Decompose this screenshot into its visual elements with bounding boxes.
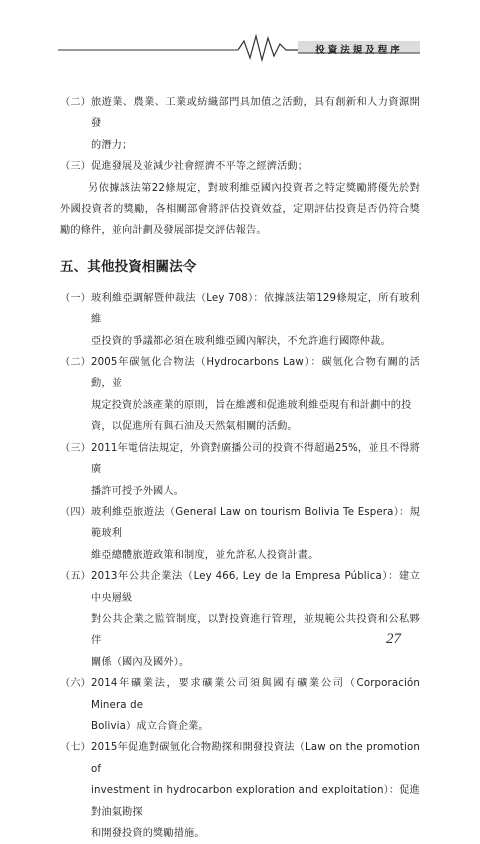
item-number: （一） xyxy=(60,292,92,304)
text-line: 2005年碳氫化合物法（Hydrocarbons Law）：碳氫化合物有關的活動，並 xyxy=(91,357,420,390)
page-header xyxy=(0,0,480,70)
page-number: 27 xyxy=(386,631,401,647)
section-list xyxy=(60,288,420,844)
text-line: 2015年促進對碳氫化合物勘探和開發投資法（Law on the promotion of xyxy=(91,742,420,775)
body-paragraph: 另依據該法第22條規定，對玻利維亞國內投資者之特定獎勵將優先於對外國投資者的獎勵，各相關部會將評估投資效益，定期評估投資是否仍符合獎勵的條件，並向計劃及發展部提交評估報告。 xyxy=(60,182,420,237)
text-line: Bolivia）成立合資企業。 xyxy=(91,720,209,732)
header-decoration xyxy=(0,0,480,70)
list-item xyxy=(60,288,420,352)
item-text xyxy=(91,92,420,156)
text-line: 促進發展及並減少社會經濟不平等之經濟活動； xyxy=(91,161,309,173)
list-item xyxy=(60,737,420,844)
item-number: （三） xyxy=(60,442,92,454)
list-item xyxy=(60,502,420,566)
text-line: 玻利維亞調解暨仲裁法（Ley 708）：依據該法第129條規定，所有玻利維 xyxy=(91,292,420,326)
item-number: （二） xyxy=(60,97,92,108)
page-content xyxy=(60,92,420,844)
text-line: investment in hydrocarbon exploration and exploitation）：促進對油氣勘探 xyxy=(91,785,420,818)
text-line: 規定投資於該產業的原則，旨在維護和促進玻利維亞現有和計劃中的投 xyxy=(91,399,412,411)
text-line: 維亞總體旅遊政策和制度，並允許私人投資計畫。 xyxy=(91,549,319,561)
text-line: 的潛力； xyxy=(91,139,133,151)
item-text xyxy=(91,352,420,438)
intro-list xyxy=(60,92,420,178)
item-number: （二） xyxy=(60,357,92,369)
item-number: （六） xyxy=(60,678,92,690)
text-line: 旅遊業、農業、工業或紡織部門具加值之活動，具有創新和人力資源開發 xyxy=(91,97,420,130)
item-number: （三） xyxy=(60,161,92,173)
list-item xyxy=(60,352,420,438)
text-line: 玻利維亞旅遊法（General Law on tourism Bolivia Te Espera）：規範玻利 xyxy=(91,506,420,540)
item-text xyxy=(91,438,420,502)
list-item xyxy=(60,438,420,502)
item-text xyxy=(91,502,420,566)
list-item xyxy=(60,92,420,156)
item-number: （四） xyxy=(60,506,92,518)
item-text xyxy=(91,566,420,673)
text-line: 對公共企業之監管制度，以對投資進行管理，並規範公共投資和公私夥伴 xyxy=(91,613,420,647)
item-number: （七） xyxy=(60,742,92,754)
item-text xyxy=(91,288,420,352)
list-item xyxy=(60,673,420,737)
text-line: 亞投資的爭議都必須在玻利維亞國內解決，不允許進行國際仲裁。 xyxy=(91,335,391,347)
list-item xyxy=(60,156,420,177)
item-text xyxy=(91,737,420,844)
text-line: 和開發投資的獎勵措施。 xyxy=(91,828,205,839)
header-title: 投資法規及程序 xyxy=(315,45,403,56)
text-line: 2014年礦業法，要求礦業公司須與國有礦業公司（Corporación Minera de xyxy=(91,678,420,711)
text-line: 資，以促進所有與石油及天然氣相關的活動。 xyxy=(91,421,298,433)
section-heading: 五、其他投資相關法令 xyxy=(60,258,197,275)
list-item xyxy=(60,566,420,673)
item-number: （五） xyxy=(60,571,92,583)
text-line: 2011年電信法規定，外資對廣播公司的投資不得超過25%，並且不得將廣 xyxy=(91,442,420,476)
item-text xyxy=(91,673,420,737)
text-line: 播許可授予外國人。 xyxy=(91,485,185,497)
item-text xyxy=(91,156,420,177)
text-line: 2013年公共企業法（Ley 466, Ley de la Empresa Pública）：建立中央層級 xyxy=(91,571,420,604)
text-line: 關係（國內及國外）。 xyxy=(91,656,190,668)
